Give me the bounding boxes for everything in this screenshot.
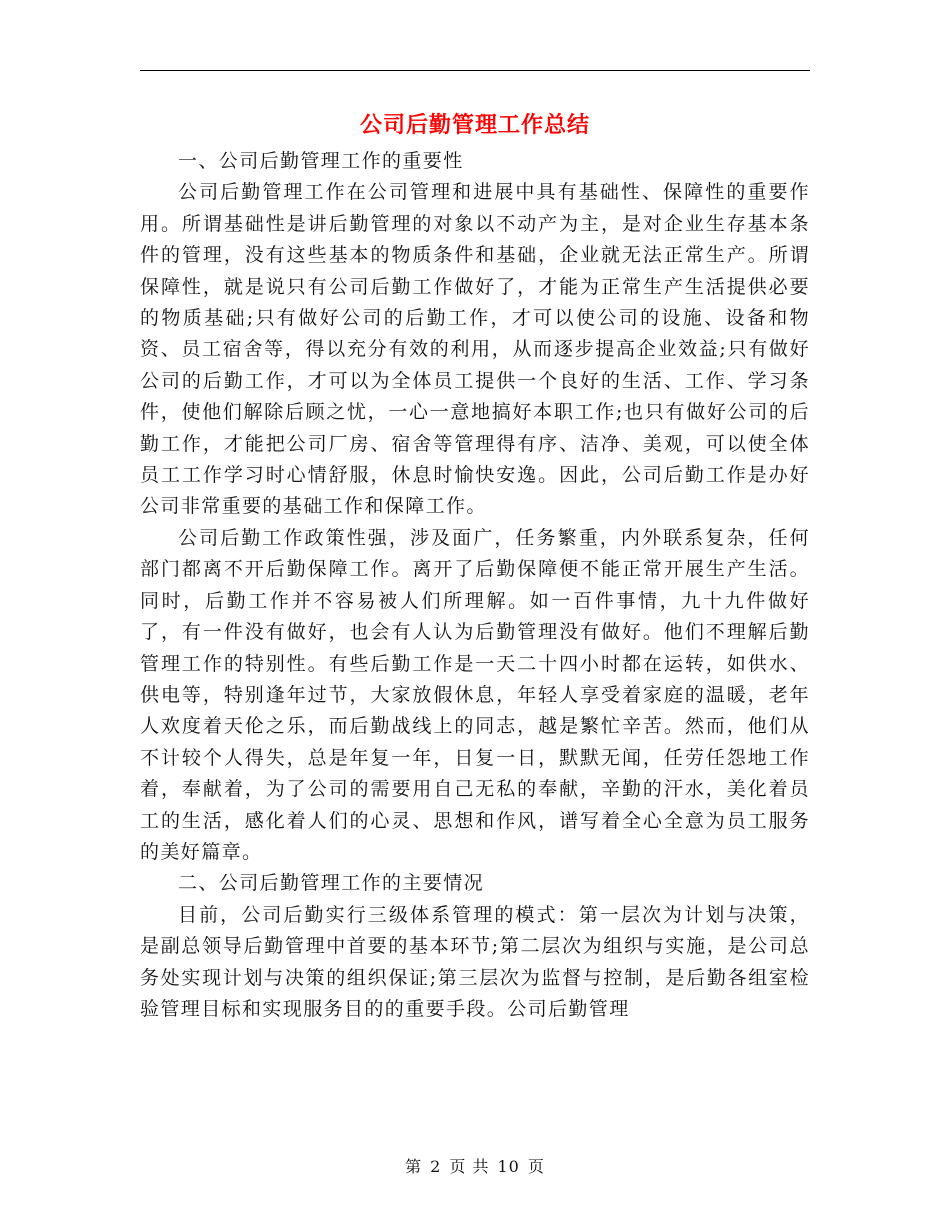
section-heading-1: 一、公司后勤管理工作的重要性 bbox=[178, 150, 464, 172]
footer-middle: 页 共 bbox=[449, 1157, 490, 1176]
section-heading-2: 二、公司后勤管理工作的主要情况 bbox=[178, 872, 485, 895]
document-body bbox=[140, 146, 810, 1025]
document-title: 公司后勤管理工作总结 bbox=[359, 112, 590, 138]
body-paragraph-2: 公司后勤工作政策性强，涉及面广，任务繁重，内外联系复杂，任何部门都离不开后勤保障工作。离开了后勤保障便不能正常开展生产生活。同时，后勤工作并不容易被人们所理解。如一百件事情，九十九件做好了，有一件没有做好，也会有人认为后勤管理没有做好。他们不理解后勤管理工作的特别性。有些后勤工作是一天二十四小时都在运转，如供水、供电等，特别逢年过节，大家放假休息，年轻人享受着家庭的温暖，老年人欢度着天伦之乐，而后勤战线上的同志，越是繁忙辛苦。然而，他们从不计较个人得失，总是年复一年，日复一日，默默无闻，任劳任怨地工作着，奉献着，为了公司的需要用自己无私的奉献，辛勤的汗水，美化着员工的生活，感化着人们的心灵、思想和作风，谱写着全心全意为员工服务的美好篇章。 bbox=[140, 526, 810, 863]
body-paragraph-3: 目前，公司后勤实行三级体系管理的模式：第一层次为计划与决策，是副总领导后勤管理中首要的基本环节;第二层次为组织与实施，是公司总务处实现计划与决策的组织保证;第三层次为监督与控制，是后勤各组室检验管理目标和实现服务目的的重要手段。公司后勤管理 bbox=[140, 903, 810, 1020]
body-paragraph-1: 公司后勤管理工作在公司管理和进展中具有基础性、保障性的重要作用。所谓基础性是讲后勤管理的对象以不动产为主，是对企业生存基本条件的管理，没有这些基本的物质条件和基础，企业就无法正常生产。所谓保障性，就是说只有公司后勤工作做好了，才能为正常生产生活提供必要的物质基础;只有做好公司的后勤工作，才可以使公司的设施、设备和物资、员工宿舍等，得以充分有效的利用，从而逐步提高企业效益;只有做好公司的后勤工作，才可以为全体员工提供一个良好的生活、工作、学习条件，使他们解除后顾之忧，一心一意地搞好本职工作;也只有做好公司的后勤工作，才能把公司厂房、宿舍等管理得有序、洁净、美观，可以使全体员工工作学习时心情舒服，休息时愉快安逸。因此，公司后勤工作是办好公司非常重要的基础工作和保障工作。 bbox=[140, 181, 810, 518]
footer-total-pages: 10 bbox=[497, 1157, 520, 1176]
footer-suffix: 页 bbox=[527, 1157, 545, 1176]
footer-prefix: 第 bbox=[405, 1157, 423, 1176]
footer-page-number: 2 bbox=[430, 1157, 442, 1176]
header-rule bbox=[140, 70, 810, 71]
page-footer bbox=[140, 1154, 810, 1177]
